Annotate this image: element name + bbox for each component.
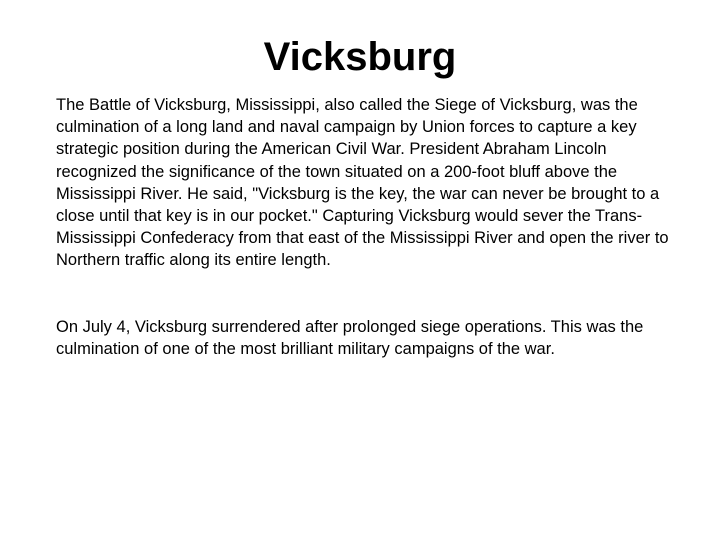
slide-title: Vicksburg bbox=[263, 35, 457, 79]
body-paragraph-2: On July 4, Vicksburg surrendered after prolonged siege operations. This was the culmination of one of the most brilliant military campaigns of the war. bbox=[56, 318, 644, 359]
body-paragraph-1: The Battle of Vicksburg, Mississippi, also called the Siege of Vicksburg, was the culmination of a long land and naval campaign by Union forces to capture a key strategic position during the American Civil War. President Abraham Lincoln recognized the significance of the town situated on a 200-foot bluff above the Mississippi River. He said, "Vicksburg is the key, the war can never be brought to a close until that key is in our pocket." Capturing Vicksburg would sever the Trans-Mississippi Confederacy from that east of the Mississippi River and open the river to Northern traffic along its entire length. bbox=[56, 96, 669, 270]
